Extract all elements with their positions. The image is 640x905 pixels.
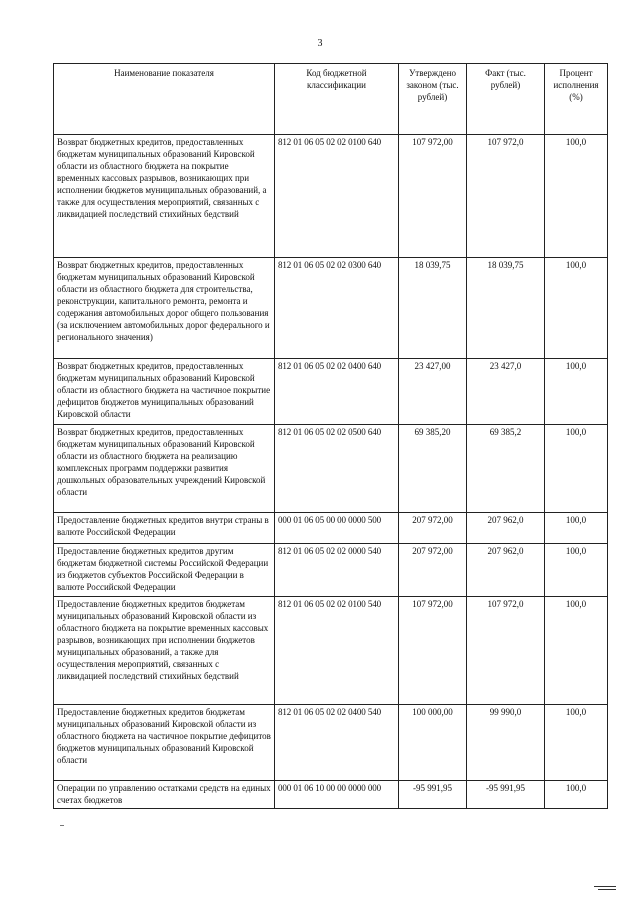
table-row [54,359,608,425]
header-code: Код бюджетной классификации [275,64,399,135]
row-name: Операции по управлению остатками средств на единых счетах бюджетов [54,781,275,809]
table-row [54,705,608,781]
row-percent: 100,0 [545,705,608,781]
corner-line [594,886,616,887]
table-row [54,258,608,359]
corner-line [598,889,616,890]
header-fact: Факт (тыс. рублей) [467,64,545,135]
row-percent: 100,0 [545,258,608,359]
row-approved: 69 385,20 [399,425,467,513]
row-approved: 107 972,00 [399,597,467,705]
row-percent: 100,0 [545,513,608,544]
row-approved: 18 039,75 [399,258,467,359]
row-approved: -95 991,95 [399,781,467,809]
row-fact: 107 972,0 [467,597,545,705]
row-approved: 100 000,00 [399,705,467,781]
row-percent: 100,0 [545,544,608,597]
row-code: 812 01 06 05 02 02 0400 540 [275,705,399,781]
row-fact: -95 991,95 [467,781,545,809]
row-code: 812 01 06 05 02 02 0400 640 [275,359,399,425]
table-row [54,597,608,705]
row-code: 812 01 06 05 02 02 0100 540 [275,597,399,705]
row-percent: 100,0 [545,781,608,809]
row-name: Предоставление бюджетных кредитов внутри страны в валюте Российской Федерации [54,513,275,544]
scan-mark [60,825,64,826]
row-approved: 23 427,00 [399,359,467,425]
table-row [54,425,608,513]
row-code: 812 01 06 05 02 02 0500 640 [275,425,399,513]
row-fact: 207 962,0 [467,544,545,597]
budget-table [53,63,608,809]
row-code: 812 01 06 05 02 02 0300 640 [275,258,399,359]
row-percent: 100,0 [545,597,608,705]
header-percent: Процент исполнения (%) [545,64,608,135]
row-fact: 23 427,0 [467,359,545,425]
row-approved: 107 972,00 [399,135,467,258]
row-approved: 207 972,00 [399,544,467,597]
row-fact: 99 990,0 [467,705,545,781]
row-name: Возврат бюджетных кредитов, предоставленных бюджетам муниципальных образований Кировской области из областного бюджета на покрытие временных кассовых разрывов, возникающих при исполнении бюджетов муниципальных образований, а также для осуществления мероприятий, связанных с ликвидацией последствий стихийных бедствий [54,135,275,258]
table-header-row [54,64,608,135]
row-fact: 207 962,0 [467,513,545,544]
header-name: Наименование показателя [54,64,275,135]
row-percent: 100,0 [545,359,608,425]
row-percent: 100,0 [545,135,608,258]
row-name: Возврат бюджетных кредитов, предоставленных бюджетам муниципальных образований Кировской области из областного бюджета на реализацию комплексных программ поддержки развития дошкольных образовательных учреждений Кировской области [54,425,275,513]
table-row [54,544,608,597]
row-code: 812 01 06 05 02 02 0100 640 [275,135,399,258]
row-name: Возврат бюджетных кредитов, предоставленных бюджетам муниципальных образований Кировской области из областного бюджета на частичное покрытие дефицитов бюджетов муниципальных образований Кировской области [54,359,275,425]
row-name: Предоставление бюджетных кредитов бюджетам муниципальных образований Кировской области из областного бюджета на покрытие временных кассовых разрывов, возникающих при исполнении бюджетов муниципальных образований, а также для осуществления мероприятий, связанных с ликвидацией последствий стихийных бедствий [54,597,275,705]
row-percent: 100,0 [545,425,608,513]
row-approved: 207 972,00 [399,513,467,544]
table-row [54,513,608,544]
row-name: Предоставление бюджетных кредитов другим бюджетам бюджетной системы Российской Федерации из бюджетов субъектов Российской Федерации в валюте Российской Федерации [54,544,275,597]
row-name: Предоставление бюджетных кредитов бюджетам муниципальных образований Кировской области из областного бюджета на частичное покрытие дефицитов бюджетов муниципальных образований Кировской области [54,705,275,781]
row-name: Возврат бюджетных кредитов, предоставленных бюджетам муниципальных образований Кировской области из областного бюджета для строительства, реконструкции, капитального ремонта, ремонта и содержания автомобильных дорог общего пользования (за исключением автомобильных дорог федерального и регионального значения) [54,258,275,359]
row-code: 000 01 06 10 00 00 0000 000 [275,781,399,809]
header-approved: Утверждено законом (тыс. рублей) [399,64,467,135]
row-fact: 107 972,0 [467,135,545,258]
row-fact: 18 039,75 [467,258,545,359]
table-row [54,781,608,809]
row-code: 000 01 06 05 00 00 0000 500 [275,513,399,544]
page-number: 3 [317,38,323,49]
row-code: 812 01 06 05 02 02 0000 540 [275,544,399,597]
table-row [54,135,608,258]
row-fact: 69 385,2 [467,425,545,513]
